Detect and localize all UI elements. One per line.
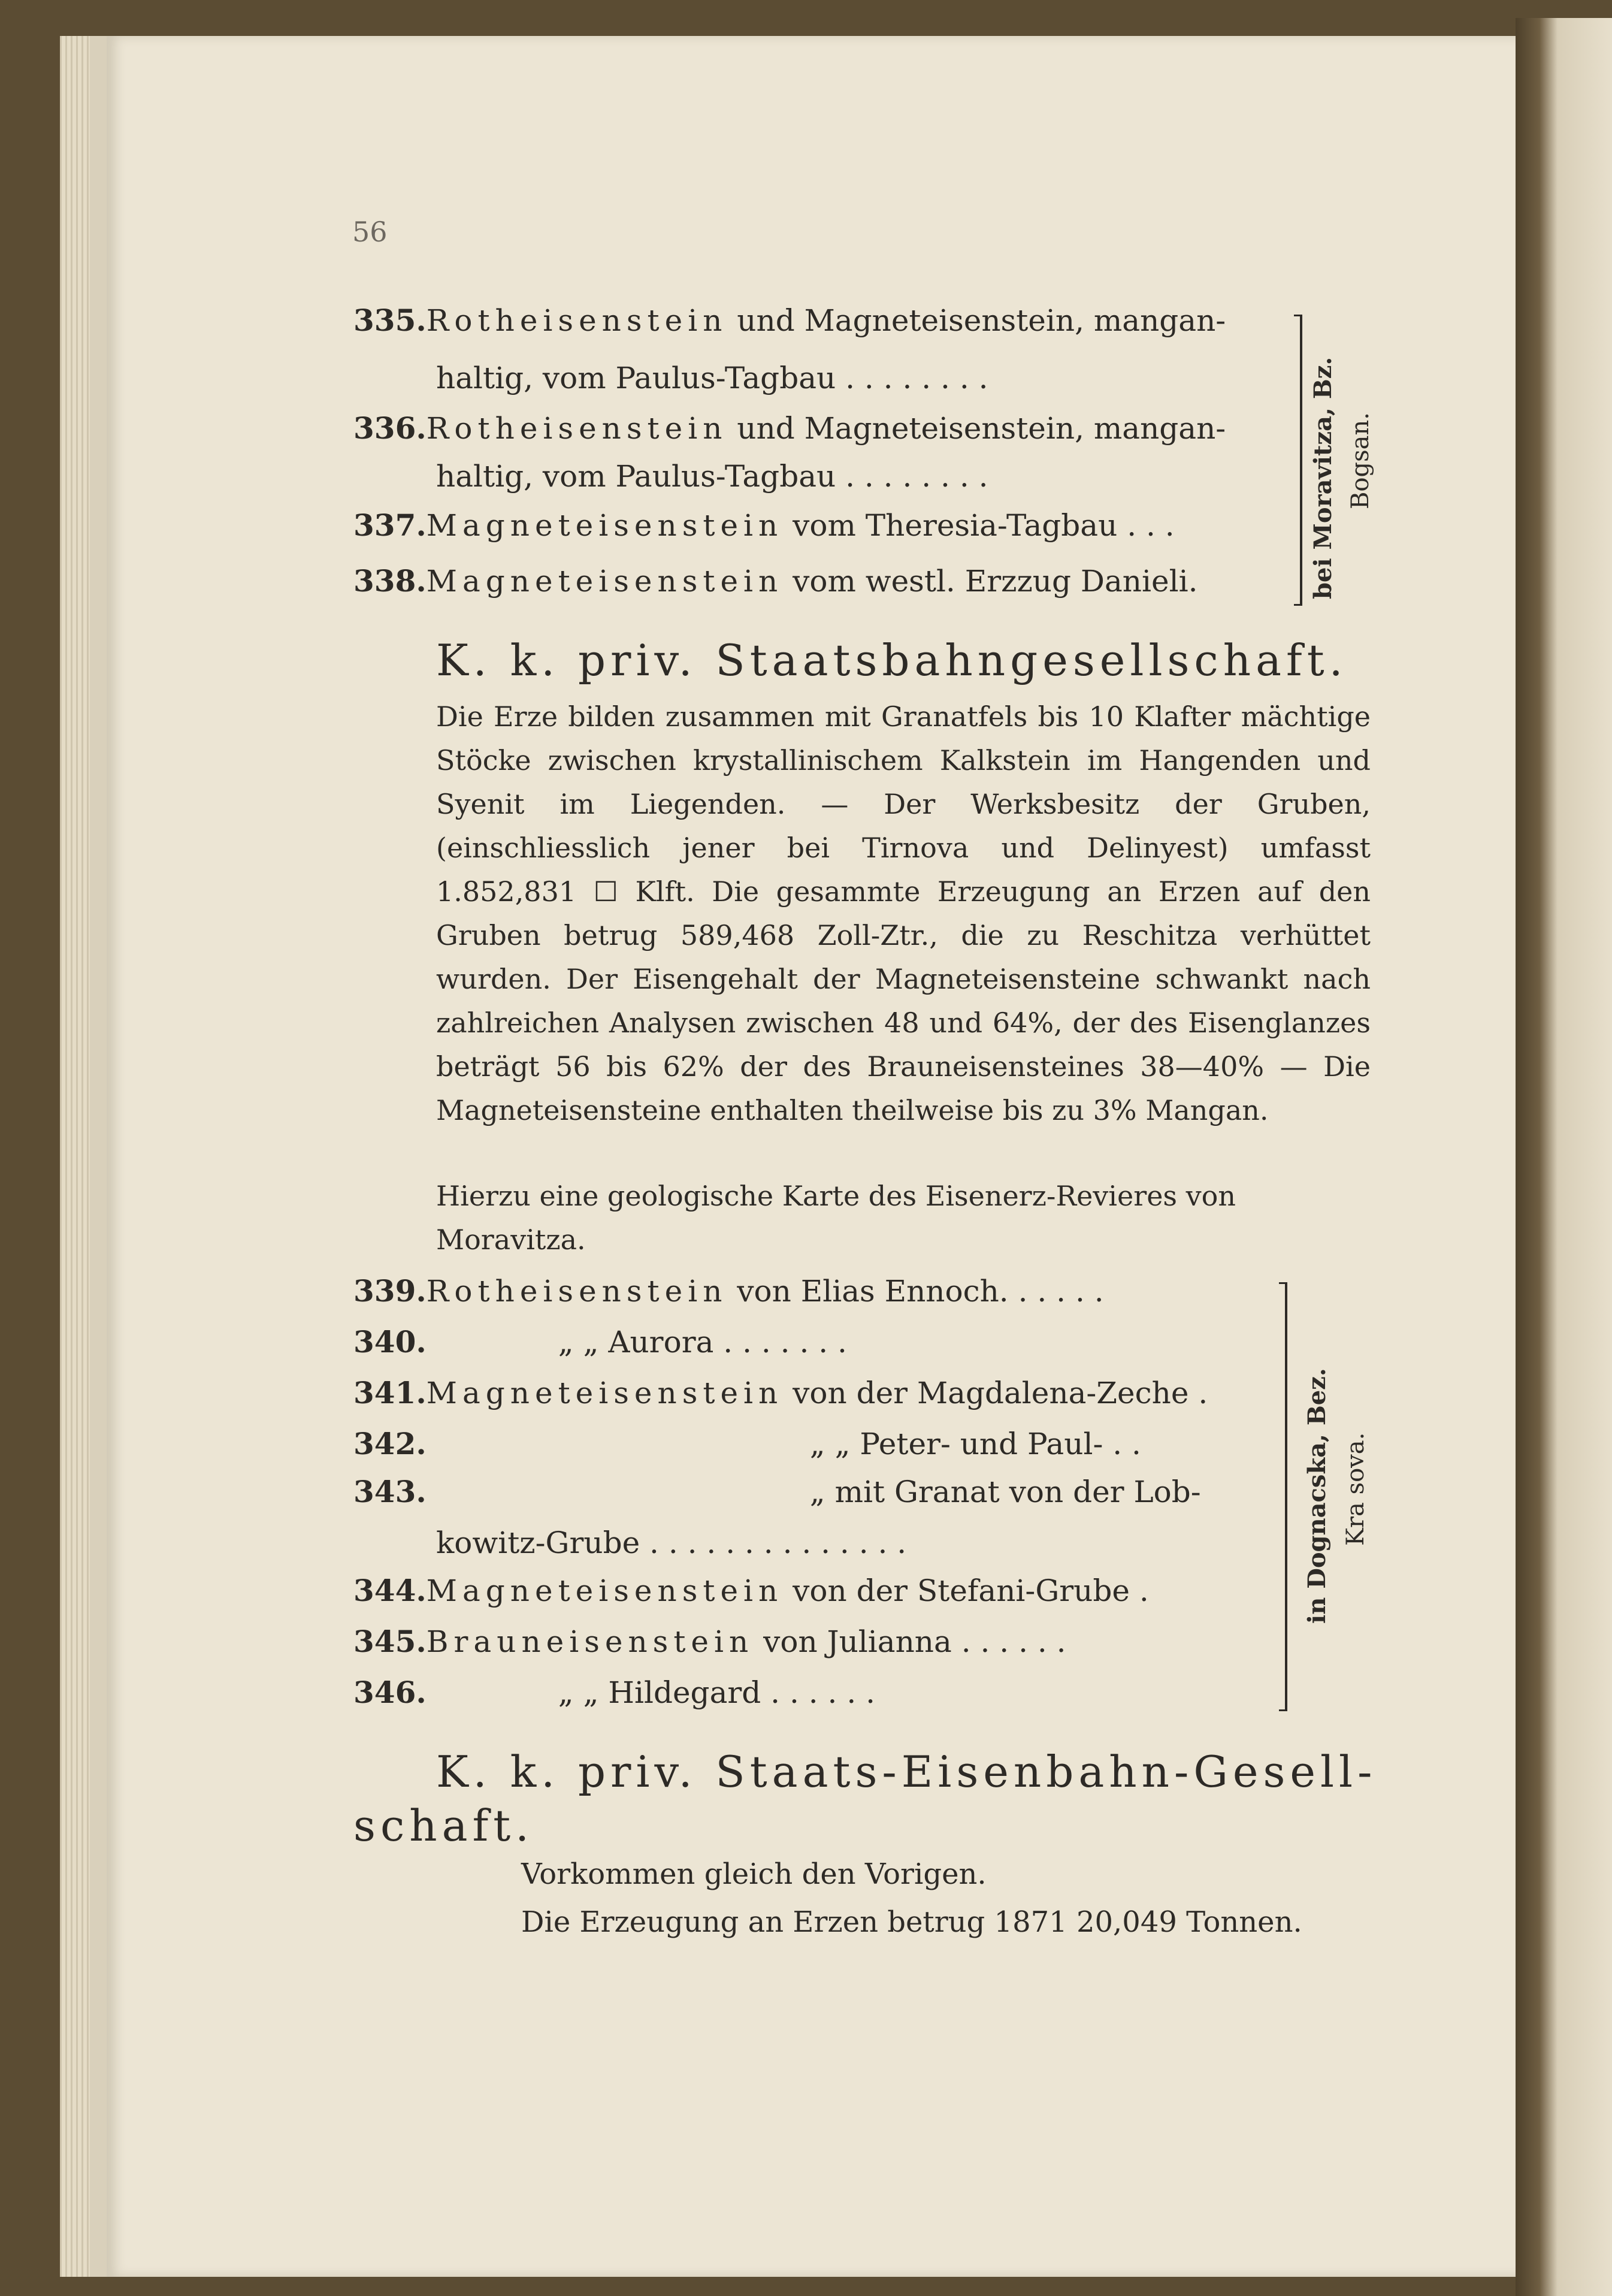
page-number: 56 <box>352 216 388 248</box>
entry-341: 341.Magneteisenstein von der Magdalena-Zeche . <box>353 1375 1208 1410</box>
location-bogsan: Bogsan. <box>1347 412 1374 509</box>
entry-335: 335.Rotheisenstein und Magneteisenstein, mangan- <box>353 303 1226 338</box>
entry-342: 342. „ „ Peter- und Paul- . . <box>353 1426 1141 1461</box>
heading-staats-eisenbahn-gesellschaft: K. k. priv. Staats-Eisenbahn-Gesell- <box>436 1747 1377 1797</box>
location-moravitza: bei Moravitza, Bz. <box>1309 357 1337 599</box>
entry-346: 346. „ „ Hildegard . . . . . . <box>353 1675 876 1710</box>
next-page-edge <box>1516 18 1612 2296</box>
entry-336: 336.Rotheisenstein und Magneteisenstein, mangan- <box>353 410 1226 446</box>
entry-345: 345.Brauneisenstein von Julianna . . . . . . <box>353 1624 1066 1659</box>
note-occurrence: Vorkommen gleich den Vorigen. <box>521 1857 987 1891</box>
entry-337: 337.Magneteisenstein vom Theresia-Tagbau . . . <box>353 507 1175 543</box>
heading-staats-eisenbahn-gesellschaft-cont: schaft. <box>353 1800 534 1851</box>
entry-336-cont: haltig, vom Paulus-Tagbau . . . . . . . . <box>436 459 988 494</box>
entry-344: 344.Magneteisenstein von der Stefani-Grube . <box>353 1573 1149 1608</box>
entry-339: 339.Rotheisenstein von Elias Ennoch. . . . . . <box>353 1273 1104 1309</box>
note-production: Die Erzeugung an Erzen betrug 1871 20,049 Tonnen. <box>521 1905 1302 1939</box>
brace-moravitza <box>1294 315 1302 606</box>
paragraph-map-note: Hierzu eine geologische Karte des Eisenerz-Revieres von Moravitza. <box>436 1180 1236 1256</box>
entry-343: 343. „ mit Granat von der Lob- <box>353 1474 1201 1509</box>
brace-dognacska <box>1279 1282 1287 1711</box>
entry-340: 340. „ „ Aurora . . . . . . . <box>353 1324 847 1360</box>
paragraph-ore-description: Die Erze bilden zusammen mit Granatfels bis 10 Klafter mächtige Stöcke zwischen krystallinischem Kalkstein im Hangenden und Syenit im Liegenden. — Der Werksbesitz der Gruben, (einschliesslich jener bei Tirnova und Delinyest) umfasst 1.852,831 ☐ Klft. Die gesammte Erzeugung an Erzen auf den Gruben betrug 589,468 Zoll-Ztr., die zu Reschitza verhüttet wurden. Der Eisengehalt der Magneteisensteine schwankt nach zahlreichen Analysen zwischen 48 und 64%, der des Eisenglanzes beträgt 56 bis 62% der des Brauneisensteines 38—40% — Die Magneteisensteine enthalten theilweise bis zu 3% Mangan. <box>436 700 1371 1126</box>
entry-343-cont: kowitz-Grube . . . . . . . . . . . . . . <box>436 1525 907 1560</box>
location-krassova: Kra sova. <box>1342 1432 1369 1546</box>
entry-335-cont: haltig, vom Paulus-Tagbau . . . . . . . . <box>436 361 988 395</box>
entry-338: 338.Magneteisenstein vom westl. Erzzug Danieli. <box>353 563 1198 599</box>
location-dognacska: in Dognacska, Bez. <box>1303 1368 1331 1624</box>
heading-staatsbahngesellschaft: K. k. priv. Staatsbahngesellschaft. <box>436 635 1348 685</box>
